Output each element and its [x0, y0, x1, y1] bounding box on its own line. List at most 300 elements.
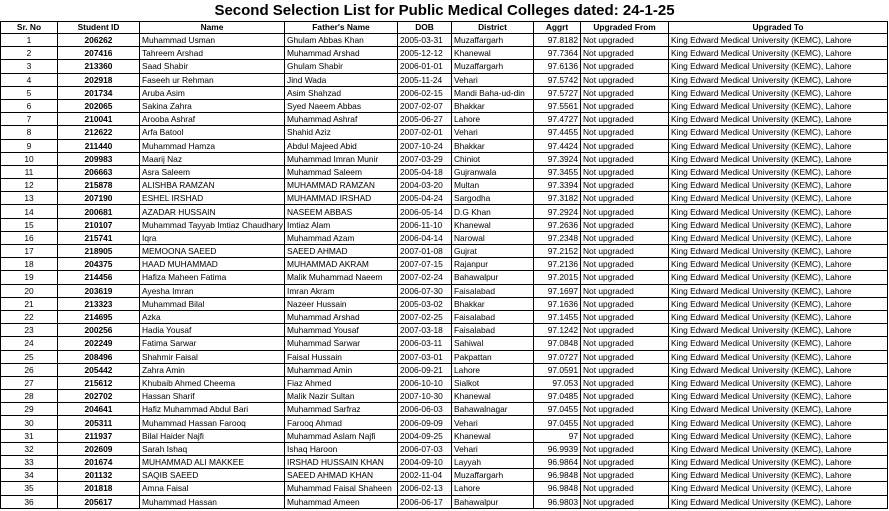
cell-name: Aruba Asim	[140, 86, 285, 99]
cell-aggrt: 97.0455	[534, 403, 581, 416]
cell-sr-no: 19	[1, 271, 58, 284]
table-row	[1, 152, 888, 165]
cell-name: Sakina Zahra	[140, 99, 285, 112]
cell-fathers-name: Imtiaz Alam	[285, 218, 398, 231]
cell-sr-no: 31	[1, 429, 58, 442]
cell-fathers-name: Nazeer Hussain	[285, 297, 398, 310]
cell-name: Hadia Yousaf	[140, 324, 285, 337]
cell-district: Bahawalpur	[452, 495, 534, 508]
table-row	[1, 271, 888, 284]
cell-student-id: 214695	[58, 310, 140, 323]
cell-dob: 2005-03-31	[398, 34, 452, 47]
cell-aggrt: 97.6136	[534, 60, 581, 73]
cell-dob: 2005-04-18	[398, 165, 452, 178]
cell-upgraded-to: King Edward Medical University (KEMC), Lahore	[669, 495, 888, 508]
cell-aggrt: 97	[534, 429, 581, 442]
cell-upgraded-to: King Edward Medical University (KEMC), Lahore	[669, 34, 888, 47]
selection-table	[0, 21, 888, 509]
cell-name: Muhammad Hassan Farooq	[140, 416, 285, 429]
cell-upgraded-from: Not upgraded	[581, 297, 669, 310]
cell-upgraded-from: Not upgraded	[581, 482, 669, 495]
cell-dob: 2005-12-12	[398, 47, 452, 60]
table-row	[1, 245, 888, 258]
cell-sr-no: 2	[1, 47, 58, 60]
cell-sr-no: 15	[1, 218, 58, 231]
cell-fathers-name: Muhammad Arshad	[285, 47, 398, 60]
cell-upgraded-to: King Edward Medical University (KEMC), Lahore	[669, 429, 888, 442]
table-row	[1, 60, 888, 73]
cell-upgraded-from: Not upgraded	[581, 165, 669, 178]
cell-upgraded-from: Not upgraded	[581, 152, 669, 165]
cell-dob: 2006-03-11	[398, 337, 452, 350]
cell-sr-no: 4	[1, 73, 58, 86]
cell-dob: 2007-02-24	[398, 271, 452, 284]
cell-sr-no: 13	[1, 192, 58, 205]
cell-upgraded-to: King Edward Medical University (KEMC), Lahore	[669, 139, 888, 152]
cell-district: Faisalabad	[452, 284, 534, 297]
cell-dob: 2007-03-18	[398, 324, 452, 337]
table-row	[1, 126, 888, 139]
cell-upgraded-to: King Edward Medical University (KEMC), Lahore	[669, 152, 888, 165]
cell-upgraded-to: King Edward Medical University (KEMC), Lahore	[669, 86, 888, 99]
cell-upgraded-to: King Edward Medical University (KEMC), Lahore	[669, 218, 888, 231]
cell-district: Rajanpur	[452, 258, 534, 271]
table-row	[1, 456, 888, 469]
cell-fathers-name: Muhammad Ameen	[285, 495, 398, 508]
cell-dob: 2006-07-30	[398, 284, 452, 297]
table-row	[1, 442, 888, 455]
cell-name: Hafiza Maheen Fatima	[140, 271, 285, 284]
cell-district: Sahiwal	[452, 337, 534, 350]
cell-student-id: 205442	[58, 363, 140, 376]
table-row	[1, 363, 888, 376]
cell-district: Lahore	[452, 363, 534, 376]
table-row	[1, 34, 888, 47]
header-student-id: Student ID	[58, 22, 140, 34]
cell-sr-no: 28	[1, 390, 58, 403]
cell-fathers-name: Malik Muhammad Naeem	[285, 271, 398, 284]
cell-dob: 2006-09-09	[398, 416, 452, 429]
cell-dob: 2007-10-30	[398, 390, 452, 403]
cell-upgraded-from: Not upgraded	[581, 350, 669, 363]
cell-aggrt: 97.7364	[534, 47, 581, 60]
cell-name: Muhammad Hassan	[140, 495, 285, 508]
cell-upgraded-from: Not upgraded	[581, 429, 669, 442]
cell-student-id: 200256	[58, 324, 140, 337]
cell-upgraded-to: King Edward Medical University (KEMC), Lahore	[669, 179, 888, 192]
cell-aggrt: 97.2348	[534, 231, 581, 244]
cell-name: Sarah Ishaq	[140, 442, 285, 455]
cell-aggrt: 97.1697	[534, 284, 581, 297]
cell-name: Zahra Amin	[140, 363, 285, 376]
cell-student-id: 215878	[58, 179, 140, 192]
cell-name: Iqra	[140, 231, 285, 244]
cell-aggrt: 97.4727	[534, 113, 581, 126]
cell-upgraded-from: Not upgraded	[581, 403, 669, 416]
cell-dob: 2007-02-01	[398, 126, 452, 139]
cell-student-id: 207416	[58, 47, 140, 60]
cell-dob: 2006-11-10	[398, 218, 452, 231]
cell-name: AZADAR HUSSAIN	[140, 205, 285, 218]
cell-sr-no: 26	[1, 363, 58, 376]
cell-upgraded-to: King Edward Medical University (KEMC), Lahore	[669, 284, 888, 297]
cell-upgraded-to: King Edward Medical University (KEMC), Lahore	[669, 47, 888, 60]
cell-district: Chiniot	[452, 152, 534, 165]
cell-fathers-name: Ishaq Haroon	[285, 442, 398, 455]
cell-upgraded-from: Not upgraded	[581, 390, 669, 403]
cell-fathers-name: Abdul Majeed Abid	[285, 139, 398, 152]
cell-name: Fatima Sarwar	[140, 337, 285, 350]
cell-dob: 2006-01-01	[398, 60, 452, 73]
cell-district: Khanewal	[452, 429, 534, 442]
cell-district: Faisalabad	[452, 324, 534, 337]
cell-district: Khanewal	[452, 47, 534, 60]
header-fathers-name: Father's Name	[285, 22, 398, 34]
cell-student-id: 208496	[58, 350, 140, 363]
cell-sr-no: 18	[1, 258, 58, 271]
cell-aggrt: 97.2924	[534, 205, 581, 218]
cell-aggrt: 97.2136	[534, 258, 581, 271]
cell-upgraded-from: Not upgraded	[581, 218, 669, 231]
cell-upgraded-to: King Edward Medical University (KEMC), Lahore	[669, 456, 888, 469]
cell-dob: 2006-02-13	[398, 482, 452, 495]
cell-upgraded-to: King Edward Medical University (KEMC), Lahore	[669, 205, 888, 218]
table-row	[1, 258, 888, 271]
cell-dob: 2007-03-01	[398, 350, 452, 363]
cell-student-id: 200681	[58, 205, 140, 218]
cell-student-id: 215612	[58, 376, 140, 389]
cell-name: Hassan Sharif	[140, 390, 285, 403]
cell-sr-no: 21	[1, 297, 58, 310]
cell-aggrt: 97.1242	[534, 324, 581, 337]
cell-name: Khubaib Ahmed Cheema	[140, 376, 285, 389]
cell-upgraded-to: King Edward Medical University (KEMC), Lahore	[669, 469, 888, 482]
cell-fathers-name: SAEED AHMAD KHAN	[285, 469, 398, 482]
cell-name: Muhammad Tayyab Imtiaz Chaudhary	[140, 218, 285, 231]
cell-district: Muzaffargarh	[452, 469, 534, 482]
cell-dob: 2006-07-03	[398, 442, 452, 455]
table-row	[1, 376, 888, 389]
cell-district: Bhakkar	[452, 297, 534, 310]
cell-upgraded-from: Not upgraded	[581, 60, 669, 73]
cell-district: Muzaffargarh	[452, 60, 534, 73]
cell-student-id: 212622	[58, 126, 140, 139]
cell-student-id: 202702	[58, 390, 140, 403]
cell-dob: 2006-10-10	[398, 376, 452, 389]
cell-upgraded-to: King Edward Medical University (KEMC), Lahore	[669, 245, 888, 258]
cell-fathers-name: Asim Shahzad	[285, 86, 398, 99]
cell-fathers-name: Muhammad Sarwar	[285, 337, 398, 350]
cell-fathers-name: Shahid Aziz	[285, 126, 398, 139]
cell-sr-no: 11	[1, 165, 58, 178]
table-row	[1, 284, 888, 297]
cell-student-id: 213360	[58, 60, 140, 73]
cell-dob: 2006-04-14	[398, 231, 452, 244]
cell-upgraded-from: Not upgraded	[581, 113, 669, 126]
cell-student-id: 202918	[58, 73, 140, 86]
cell-student-id: 215741	[58, 231, 140, 244]
header-upgraded-to: Upgraded To	[669, 22, 888, 34]
cell-student-id: 214456	[58, 271, 140, 284]
cell-fathers-name: SAEED AHMAD	[285, 245, 398, 258]
cell-dob: 2007-01-08	[398, 245, 452, 258]
cell-upgraded-from: Not upgraded	[581, 284, 669, 297]
cell-sr-no: 36	[1, 495, 58, 508]
table-row	[1, 192, 888, 205]
cell-sr-no: 5	[1, 86, 58, 99]
cell-fathers-name: Ghulam Abbas Khan	[285, 34, 398, 47]
cell-fathers-name: MUHAMMAD AKRAM	[285, 258, 398, 271]
table-row	[1, 324, 888, 337]
cell-district: Sargodha	[452, 192, 534, 205]
table-row	[1, 231, 888, 244]
cell-district: Faisalabad	[452, 310, 534, 323]
table-row	[1, 495, 888, 508]
cell-sr-no: 32	[1, 442, 58, 455]
table-row	[1, 469, 888, 482]
table-row	[1, 113, 888, 126]
cell-sr-no: 34	[1, 469, 58, 482]
cell-dob: 2005-03-02	[398, 297, 452, 310]
cell-aggrt: 97.0455	[534, 416, 581, 429]
cell-name: Azka	[140, 310, 285, 323]
cell-aggrt: 97.0848	[534, 337, 581, 350]
cell-student-id: 205311	[58, 416, 140, 429]
cell-student-id: 209983	[58, 152, 140, 165]
cell-upgraded-from: Not upgraded	[581, 99, 669, 112]
cell-dob: 2006-09-21	[398, 363, 452, 376]
cell-student-id: 201132	[58, 469, 140, 482]
cell-sr-no: 16	[1, 231, 58, 244]
cell-upgraded-from: Not upgraded	[581, 442, 669, 455]
cell-upgraded-to: King Edward Medical University (KEMC), Lahore	[669, 442, 888, 455]
cell-name: MUHAMMAD ALI MAKKEE	[140, 456, 285, 469]
cell-student-id: 218905	[58, 245, 140, 258]
cell-aggrt: 97.2015	[534, 271, 581, 284]
cell-upgraded-from: Not upgraded	[581, 205, 669, 218]
cell-aggrt: 97.0591	[534, 363, 581, 376]
cell-upgraded-from: Not upgraded	[581, 456, 669, 469]
table-row	[1, 47, 888, 60]
cell-upgraded-to: King Edward Medical University (KEMC), Lahore	[669, 60, 888, 73]
cell-sr-no: 7	[1, 113, 58, 126]
cell-student-id: 210041	[58, 113, 140, 126]
cell-fathers-name: Muhammad Faisal Shaheen	[285, 482, 398, 495]
cell-sr-no: 20	[1, 284, 58, 297]
cell-upgraded-to: King Edward Medical University (KEMC), Lahore	[669, 482, 888, 495]
table-row	[1, 179, 888, 192]
cell-name: Muhammad Usman	[140, 34, 285, 47]
cell-district: Vehari	[452, 126, 534, 139]
cell-name: Shahmir Faisal	[140, 350, 285, 363]
cell-aggrt: 97.1636	[534, 297, 581, 310]
cell-name: ALISHBA RAMZAN	[140, 179, 285, 192]
cell-district: Lahore	[452, 482, 534, 495]
cell-dob: 2005-11-24	[398, 73, 452, 86]
cell-sr-no: 23	[1, 324, 58, 337]
cell-aggrt: 97.053	[534, 376, 581, 389]
cell-dob: 2004-03-20	[398, 179, 452, 192]
cell-aggrt: 97.5561	[534, 99, 581, 112]
cell-upgraded-to: King Edward Medical University (KEMC), Lahore	[669, 403, 888, 416]
cell-dob: 2004-09-10	[398, 456, 452, 469]
cell-district: Gujranwala	[452, 165, 534, 178]
table-row	[1, 73, 888, 86]
table-row	[1, 99, 888, 112]
cell-aggrt: 97.3182	[534, 192, 581, 205]
cell-sr-no: 27	[1, 376, 58, 389]
table-row	[1, 205, 888, 218]
cell-upgraded-to: King Edward Medical University (KEMC), Lahore	[669, 113, 888, 126]
cell-fathers-name: NASEEM ABBAS	[285, 205, 398, 218]
cell-upgraded-from: Not upgraded	[581, 416, 669, 429]
cell-aggrt: 96.9848	[534, 469, 581, 482]
cell-dob: 2007-07-15	[398, 258, 452, 271]
cell-upgraded-from: Not upgraded	[581, 495, 669, 508]
cell-district: Vehari	[452, 442, 534, 455]
table-row	[1, 165, 888, 178]
cell-upgraded-to: King Edward Medical University (KEMC), Lahore	[669, 73, 888, 86]
cell-aggrt: 97.2152	[534, 245, 581, 258]
cell-dob: 2005-04-24	[398, 192, 452, 205]
cell-upgraded-to: King Edward Medical University (KEMC), Lahore	[669, 231, 888, 244]
cell-student-id: 205617	[58, 495, 140, 508]
cell-student-id: 211937	[58, 429, 140, 442]
cell-upgraded-to: King Edward Medical University (KEMC), Lahore	[669, 99, 888, 112]
cell-district: Khanewal	[452, 218, 534, 231]
cell-sr-no: 24	[1, 337, 58, 350]
cell-name: Hafiz Muhammad Abdul Bari	[140, 403, 285, 416]
cell-fathers-name: Malik Nazir Sultan	[285, 390, 398, 403]
cell-district: Gujrat	[452, 245, 534, 258]
cell-dob: 2005-06-27	[398, 113, 452, 126]
cell-name: ESHEL IRSHAD	[140, 192, 285, 205]
header-name: Name	[140, 22, 285, 34]
cell-upgraded-from: Not upgraded	[581, 139, 669, 152]
cell-fathers-name: Muhammad Aslam Najfi	[285, 429, 398, 442]
cell-sr-no: 10	[1, 152, 58, 165]
cell-aggrt: 97.0485	[534, 390, 581, 403]
cell-name: SAQIB SAEED	[140, 469, 285, 482]
table-row	[1, 310, 888, 323]
header-aggrt: Aggrt	[534, 22, 581, 34]
cell-upgraded-from: Not upgraded	[581, 324, 669, 337]
cell-aggrt: 97.4424	[534, 139, 581, 152]
cell-student-id: 203619	[58, 284, 140, 297]
cell-sr-no: 9	[1, 139, 58, 152]
cell-fathers-name: Ghulam Shabir	[285, 60, 398, 73]
cell-aggrt: 97.4455	[534, 126, 581, 139]
cell-aggrt: 96.9864	[534, 456, 581, 469]
table-row	[1, 350, 888, 363]
cell-fathers-name: Muhammad Yousaf	[285, 324, 398, 337]
cell-upgraded-from: Not upgraded	[581, 337, 669, 350]
cell-dob: 2002-11-04	[398, 469, 452, 482]
cell-name: HAAD MUHAMMAD	[140, 258, 285, 271]
cell-upgraded-from: Not upgraded	[581, 179, 669, 192]
cell-district: Muzaffargarh	[452, 34, 534, 47]
cell-fathers-name: Muhammad Azam	[285, 231, 398, 244]
table-row	[1, 390, 888, 403]
page-title: Second Selection List for Public Medical Colleges dated: 24-1-25	[214, 2, 675, 19]
cell-dob: 2004-09-25	[398, 429, 452, 442]
cell-student-id: 213323	[58, 297, 140, 310]
cell-upgraded-from: Not upgraded	[581, 469, 669, 482]
cell-district: Vehari	[452, 73, 534, 86]
cell-student-id: 206262	[58, 34, 140, 47]
header-district: District	[452, 22, 534, 34]
cell-aggrt: 96.9803	[534, 495, 581, 508]
cell-district: Pakpattan	[452, 350, 534, 363]
cell-aggrt: 97.1455	[534, 310, 581, 323]
cell-district: Vehari	[452, 416, 534, 429]
cell-student-id: 204641	[58, 403, 140, 416]
cell-name: Bilal Haider Najfi	[140, 429, 285, 442]
cell-student-id: 202609	[58, 442, 140, 455]
cell-fathers-name: Muhammad Saleem	[285, 165, 398, 178]
cell-dob: 2006-05-14	[398, 205, 452, 218]
cell-name: Ayesha Imran	[140, 284, 285, 297]
cell-aggrt: 97.3455	[534, 165, 581, 178]
cell-student-id: 211440	[58, 139, 140, 152]
header-sr-no: Sr. No	[1, 22, 58, 34]
cell-fathers-name: Muhammad Arshad	[285, 310, 398, 323]
cell-fathers-name: Muhammad Ashraf	[285, 113, 398, 126]
cell-name: MEMOONA SAEED	[140, 245, 285, 258]
table-row	[1, 86, 888, 99]
cell-aggrt: 97.5742	[534, 73, 581, 86]
table-row	[1, 416, 888, 429]
cell-aggrt: 97.3394	[534, 179, 581, 192]
cell-fathers-name: Muhammad Sarfraz	[285, 403, 398, 416]
cell-sr-no: 12	[1, 179, 58, 192]
cell-student-id: 201734	[58, 86, 140, 99]
cell-sr-no: 17	[1, 245, 58, 258]
cell-fathers-name: Muhammad Amin	[285, 363, 398, 376]
cell-aggrt: 96.9848	[534, 482, 581, 495]
cell-fathers-name: MUHAMMAD RAMZAN	[285, 179, 398, 192]
cell-student-id: 204375	[58, 258, 140, 271]
cell-fathers-name: MUHAMMAD IRSHAD	[285, 192, 398, 205]
cell-name: Saad Shabir	[140, 60, 285, 73]
cell-upgraded-to: King Edward Medical University (KEMC), Lahore	[669, 324, 888, 337]
header-dob: DOB	[398, 22, 452, 34]
table-row	[1, 482, 888, 495]
header-upgraded-from: Upgraded From	[581, 22, 669, 34]
table-row	[1, 337, 888, 350]
cell-aggrt: 97.8182	[534, 34, 581, 47]
cell-district: Bhakkar	[452, 139, 534, 152]
cell-upgraded-to: King Edward Medical University (KEMC), Lahore	[669, 297, 888, 310]
cell-upgraded-from: Not upgraded	[581, 86, 669, 99]
table-row	[1, 139, 888, 152]
table-row	[1, 218, 888, 231]
cell-fathers-name: Syed Naeem Abbas	[285, 99, 398, 112]
cell-student-id: 207190	[58, 192, 140, 205]
cell-sr-no: 35	[1, 482, 58, 495]
table-row	[1, 297, 888, 310]
cell-upgraded-from: Not upgraded	[581, 231, 669, 244]
cell-student-id: 202065	[58, 99, 140, 112]
cell-name: Asra Saleem	[140, 165, 285, 178]
cell-upgraded-to: King Edward Medical University (KEMC), Lahore	[669, 165, 888, 178]
cell-sr-no: 1	[1, 34, 58, 47]
cell-student-id: 210107	[58, 218, 140, 231]
cell-aggrt: 97.3924	[534, 152, 581, 165]
cell-fathers-name: Farooq Ahmad	[285, 416, 398, 429]
cell-sr-no: 8	[1, 126, 58, 139]
cell-name: Amna Faisal	[140, 482, 285, 495]
